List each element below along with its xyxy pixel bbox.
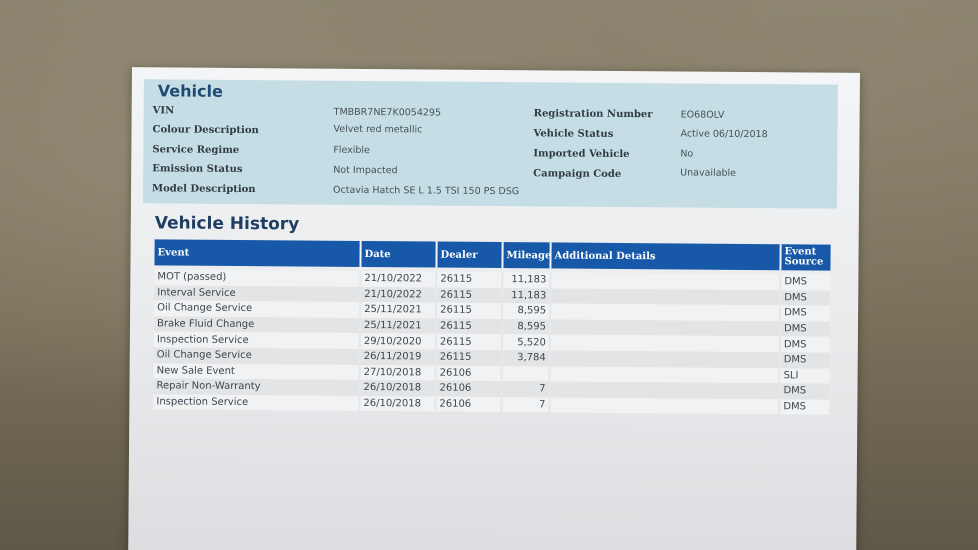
source-cell: DMS	[780, 352, 830, 368]
date-cell: 25/11/2021	[360, 302, 436, 318]
source-cell: DMS	[780, 290, 830, 306]
imported-vehicle-value: No	[680, 148, 694, 160]
column-header-date: Date	[360, 241, 436, 268]
event-cell: Inspection Service	[153, 394, 359, 411]
dealer-cell: 26115	[436, 303, 502, 319]
model-description-value: Octavia Hatch SE L 1.5 TSI 150 PS DSG	[333, 184, 520, 198]
date-cell: 27/10/2018	[360, 365, 436, 381]
details-cell	[550, 272, 780, 289]
dealer-cell: 26115	[436, 334, 502, 350]
mileage-cell: 7	[501, 381, 549, 397]
registration-value: EO68OLV	[680, 109, 725, 121]
date-cell: 29/10/2020	[360, 333, 436, 349]
history-title: Vehicle History	[154, 213, 300, 235]
colour-value: Velvet red metallic	[333, 123, 423, 136]
event-cell: Oil Change Service	[154, 301, 360, 318]
column-header-event: Event	[154, 239, 360, 267]
event-cell: New Sale Event	[154, 363, 360, 380]
mileage-cell: 7	[501, 397, 549, 413]
mileage-cell: 11,183	[502, 288, 550, 304]
date-cell: 26/10/2018	[359, 380, 435, 396]
source-cell: DMS	[780, 321, 830, 337]
source-cell: DMS	[780, 305, 830, 321]
dealer-cell: 26115	[436, 350, 502, 366]
mileage-cell: 11,183	[502, 272, 550, 288]
source-cell: DMS	[780, 337, 830, 353]
source-cell: SLI	[780, 368, 830, 384]
mileage-cell	[502, 366, 550, 382]
date-cell: 21/10/2022	[360, 271, 436, 287]
dealer-cell: 26115	[436, 272, 502, 288]
vehicle-status-label: Vehicle Status	[533, 128, 614, 140]
source-cell: DMS	[779, 399, 829, 415]
event-cell: Inspection Service	[154, 332, 360, 349]
source-cell: DMS	[780, 274, 830, 290]
column-header-mileage: Mileage	[502, 242, 550, 268]
source-cell: DMS	[779, 383, 829, 399]
column-header-additional-details: Additional Details	[550, 242, 780, 270]
history-table	[153, 239, 830, 415]
mileage-cell: 8,595	[502, 319, 550, 335]
emission-status-label: Emission Status	[152, 163, 243, 176]
event-cell: Oil Change Service	[154, 347, 360, 364]
vin-value: TMBBR7NE7K0054295	[333, 106, 442, 119]
document-page	[128, 67, 860, 550]
details-cell	[550, 304, 780, 321]
dealer-cell: 26115	[436, 287, 502, 303]
date-cell: 26/10/2018	[359, 396, 435, 412]
dealer-cell: 26106	[435, 381, 501, 397]
details-cell	[550, 335, 780, 352]
date-cell: 26/11/2019	[360, 349, 436, 365]
details-cell	[550, 319, 780, 336]
mileage-cell: 8,595	[502, 303, 550, 319]
vehicle-status-value: Active 06/10/2018	[680, 128, 768, 141]
mileage-cell: 3,784	[502, 350, 550, 366]
service-regime-label: Service Regime	[152, 144, 240, 156]
campaign-code-label: Campaign Code	[533, 168, 622, 180]
details-cell	[550, 288, 780, 305]
registration-label: Registration Number	[533, 108, 653, 121]
event-cell: Interval Service	[154, 285, 360, 302]
details-cell	[549, 397, 779, 414]
vehicle-panel	[143, 79, 838, 208]
details-cell	[550, 350, 780, 367]
mileage-cell: 5,520	[502, 334, 550, 350]
model-description-label: Model Description	[152, 183, 256, 196]
service-regime-value: Flexible	[333, 144, 370, 157]
vin-label: VIN	[152, 105, 175, 117]
column-header-event-source: Event Source	[780, 244, 830, 270]
colour-label: Colour Description	[152, 124, 259, 137]
details-cell	[550, 366, 780, 383]
dealer-cell: 26106	[436, 365, 502, 381]
event-cell: Brake Fluid Change	[154, 316, 360, 333]
campaign-code-value: Unavailable	[680, 167, 737, 179]
event-cell: Repair Non-Warranty	[153, 378, 359, 395]
column-header-dealer: Dealer	[436, 242, 502, 269]
emission-status-value: Not Impacted	[333, 164, 398, 177]
event-cell: MOT (passed)	[154, 269, 360, 286]
date-cell: 21/10/2022	[360, 287, 436, 303]
vehicle-title: Vehicle	[157, 81, 223, 101]
imported-vehicle-label: Imported Vehicle	[533, 148, 630, 161]
details-cell	[549, 382, 779, 399]
dealer-cell: 26106	[435, 396, 501, 412]
dealer-cell: 26115	[436, 318, 502, 334]
date-cell: 25/11/2021	[360, 318, 436, 334]
